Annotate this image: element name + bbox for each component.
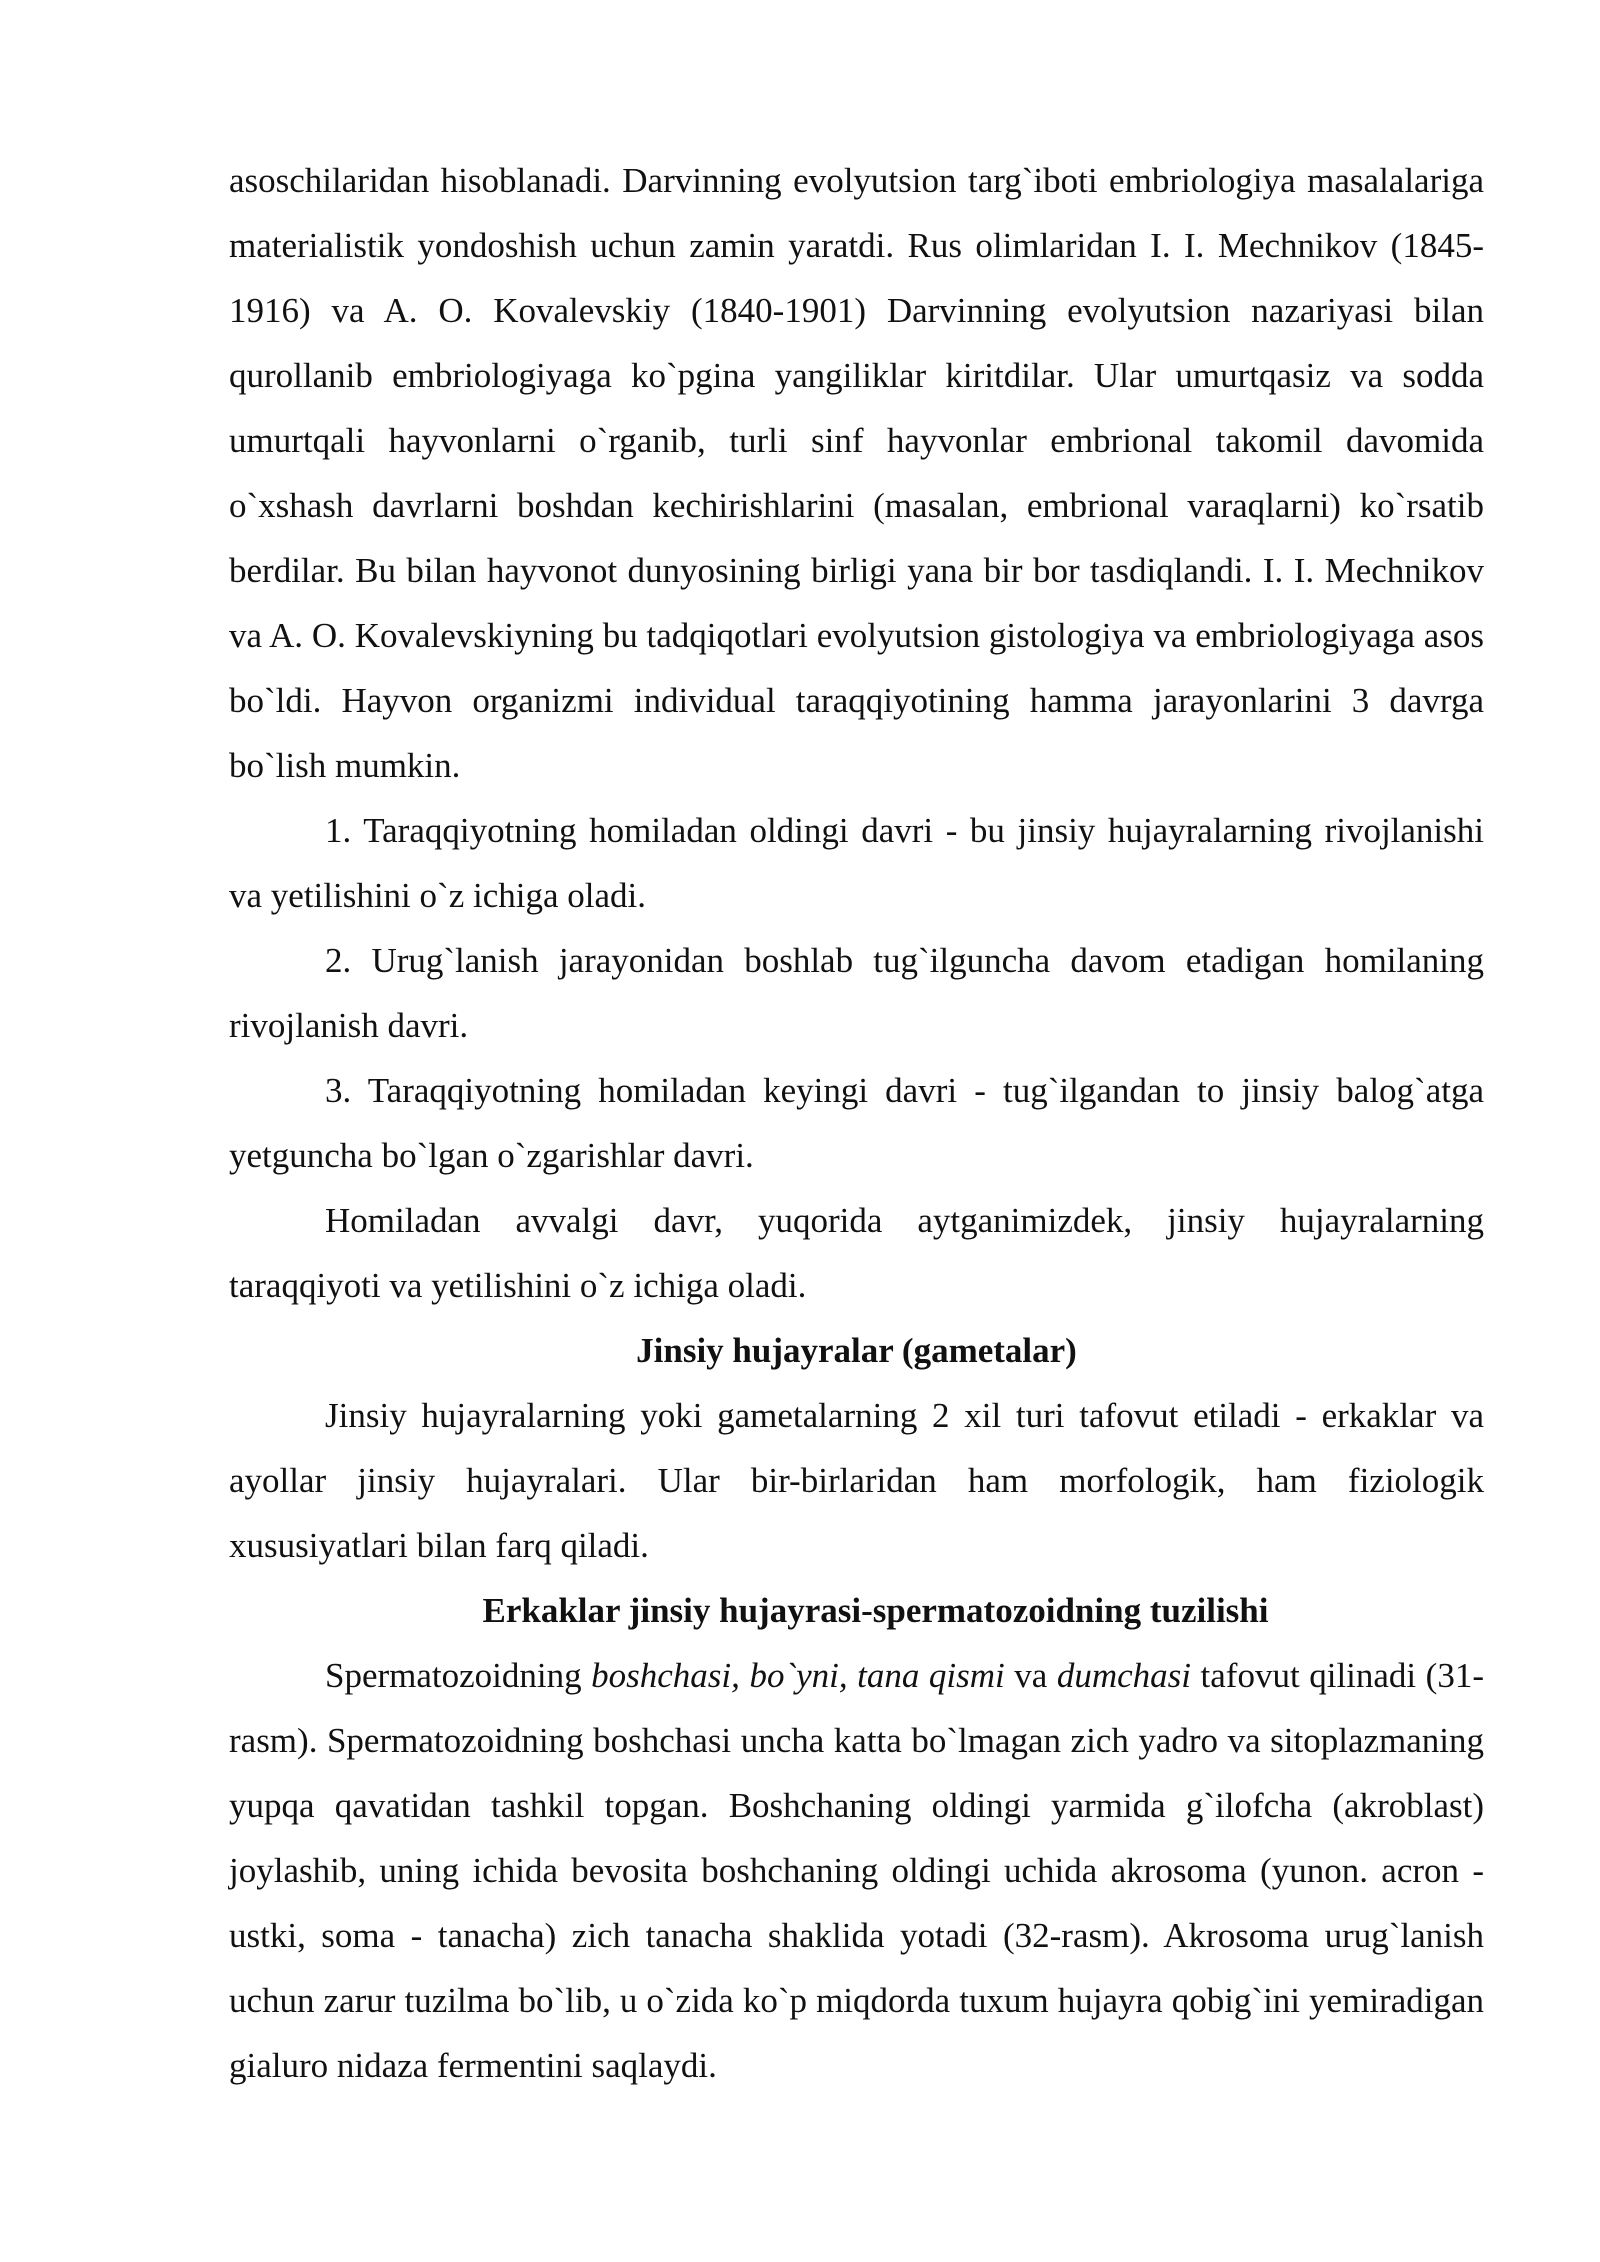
paragraph-spermatozoid-structure bbox=[229, 1643, 1484, 2098]
text-run: Spermatozoidning bbox=[325, 1656, 592, 1695]
paragraph-darwin-embryology: asoschilaridan hisoblanadi. Darvinning evolyutsion targ`iboti embriologiya masalalariga materialistik yondoshish uchun zamin yaratdi. Rus olimlaridan I. I. Mechnikov (1845-1916) va A. O. Kovalevskiy (1840-1901) Darvinning evolyutsion nazariyasi bilan qurollanib embriologiyaga ko`pgina yangiliklar kiritdilar. Ular umurtqasiz va sodda umurtqali hayvonlarni o`rganib, turli sinf hayvonlar embrional takomil davomida o`xshash davrlarni boshdan kechirishlarini (masalan, embrional varaqlarni) ko`rsatib berdilar. Bu bilan hayvonot dunyosining birligi yana bir bor tasdiqlandi. I. I. Mechnikov va A. O. Kovalevskiyning bu tadqiqotlari evolyutsion gistologiya va embriologiyaga asos bo`ldi. Hayvon organizmi individual taraqqiyotining hamma jarayonlarini 3 davrga bo`lish mumkin. bbox=[229, 161, 1484, 785]
section-heading-spermatozoid: Erkaklar jinsiy hujayrasi-spermatozoidning tuzilishi bbox=[482, 1591, 1269, 1630]
document-page bbox=[229, 148, 1484, 2098]
italic-term-tail: dumchasi bbox=[1056, 1656, 1192, 1695]
paragraph-gamete-types: Jinsiy hujayralarning yoki gametalarning 2 xil turi tafovut etiladi - erkaklar va ayollar jinsiy hujayralari. Ular bir-birlaridan ham morfologik, ham fiziologik xususiyatlari bilan farq qiladi. bbox=[229, 1396, 1484, 1565]
italic-term-parts: boshchasi, bo`yni, tana qismi bbox=[591, 1656, 1005, 1695]
list-item-period-2: 2. Urug`lanish jarayonidan boshlab tug`ilguncha davom etadigan homilaning rivojlanish davri. bbox=[229, 941, 1484, 1045]
paragraph-prenatal-period: Homiladan avvalgi davr, yuqorida aytganimizdek, jinsiy hujayralarning taraqqiyoti va yetilishini o`z ichiga oladi. bbox=[229, 1201, 1484, 1305]
text-run: va bbox=[1004, 1656, 1057, 1695]
section-heading-gametes: Jinsiy hujayralar (gametalar) bbox=[636, 1331, 1077, 1370]
text-run: tafovut qilinadi (31-rasm). Spermatozoidning boshchasi uncha katta bo`lmagan zich yadro va sitoplazmaning yupqa qavatidan tashkil topgan. Boshchaning oldingi yarmida g`ilofcha (akroblast) joylashib, uning ichida bevosita boshchaning oldingi uchida akrosoma (yunon. acron - ustki, soma - tanacha) zich tanacha shaklida yotadi (32-rasm). Akrosoma urug`lanish uchun zarur tuzilma bo`lib, u o`zida ko`p miqdorda tuxum hujayra qobig`ini yemiradigan gialuro nidaza fermentini saqlaydi. bbox=[229, 1656, 1484, 2085]
list-item-period-1: 1. Taraqqiyotning homiladan oldingi davri - bu jinsiy hujayralarning rivojlanishi va yetilishini o`z ichiga oladi. bbox=[229, 811, 1484, 915]
list-item-period-3: 3. Taraqqiyotning homiladan keyingi davri - tug`ilgandan to jinsiy balog`atga yetguncha bo`lgan o`zgarishlar davri. bbox=[229, 1071, 1484, 1175]
